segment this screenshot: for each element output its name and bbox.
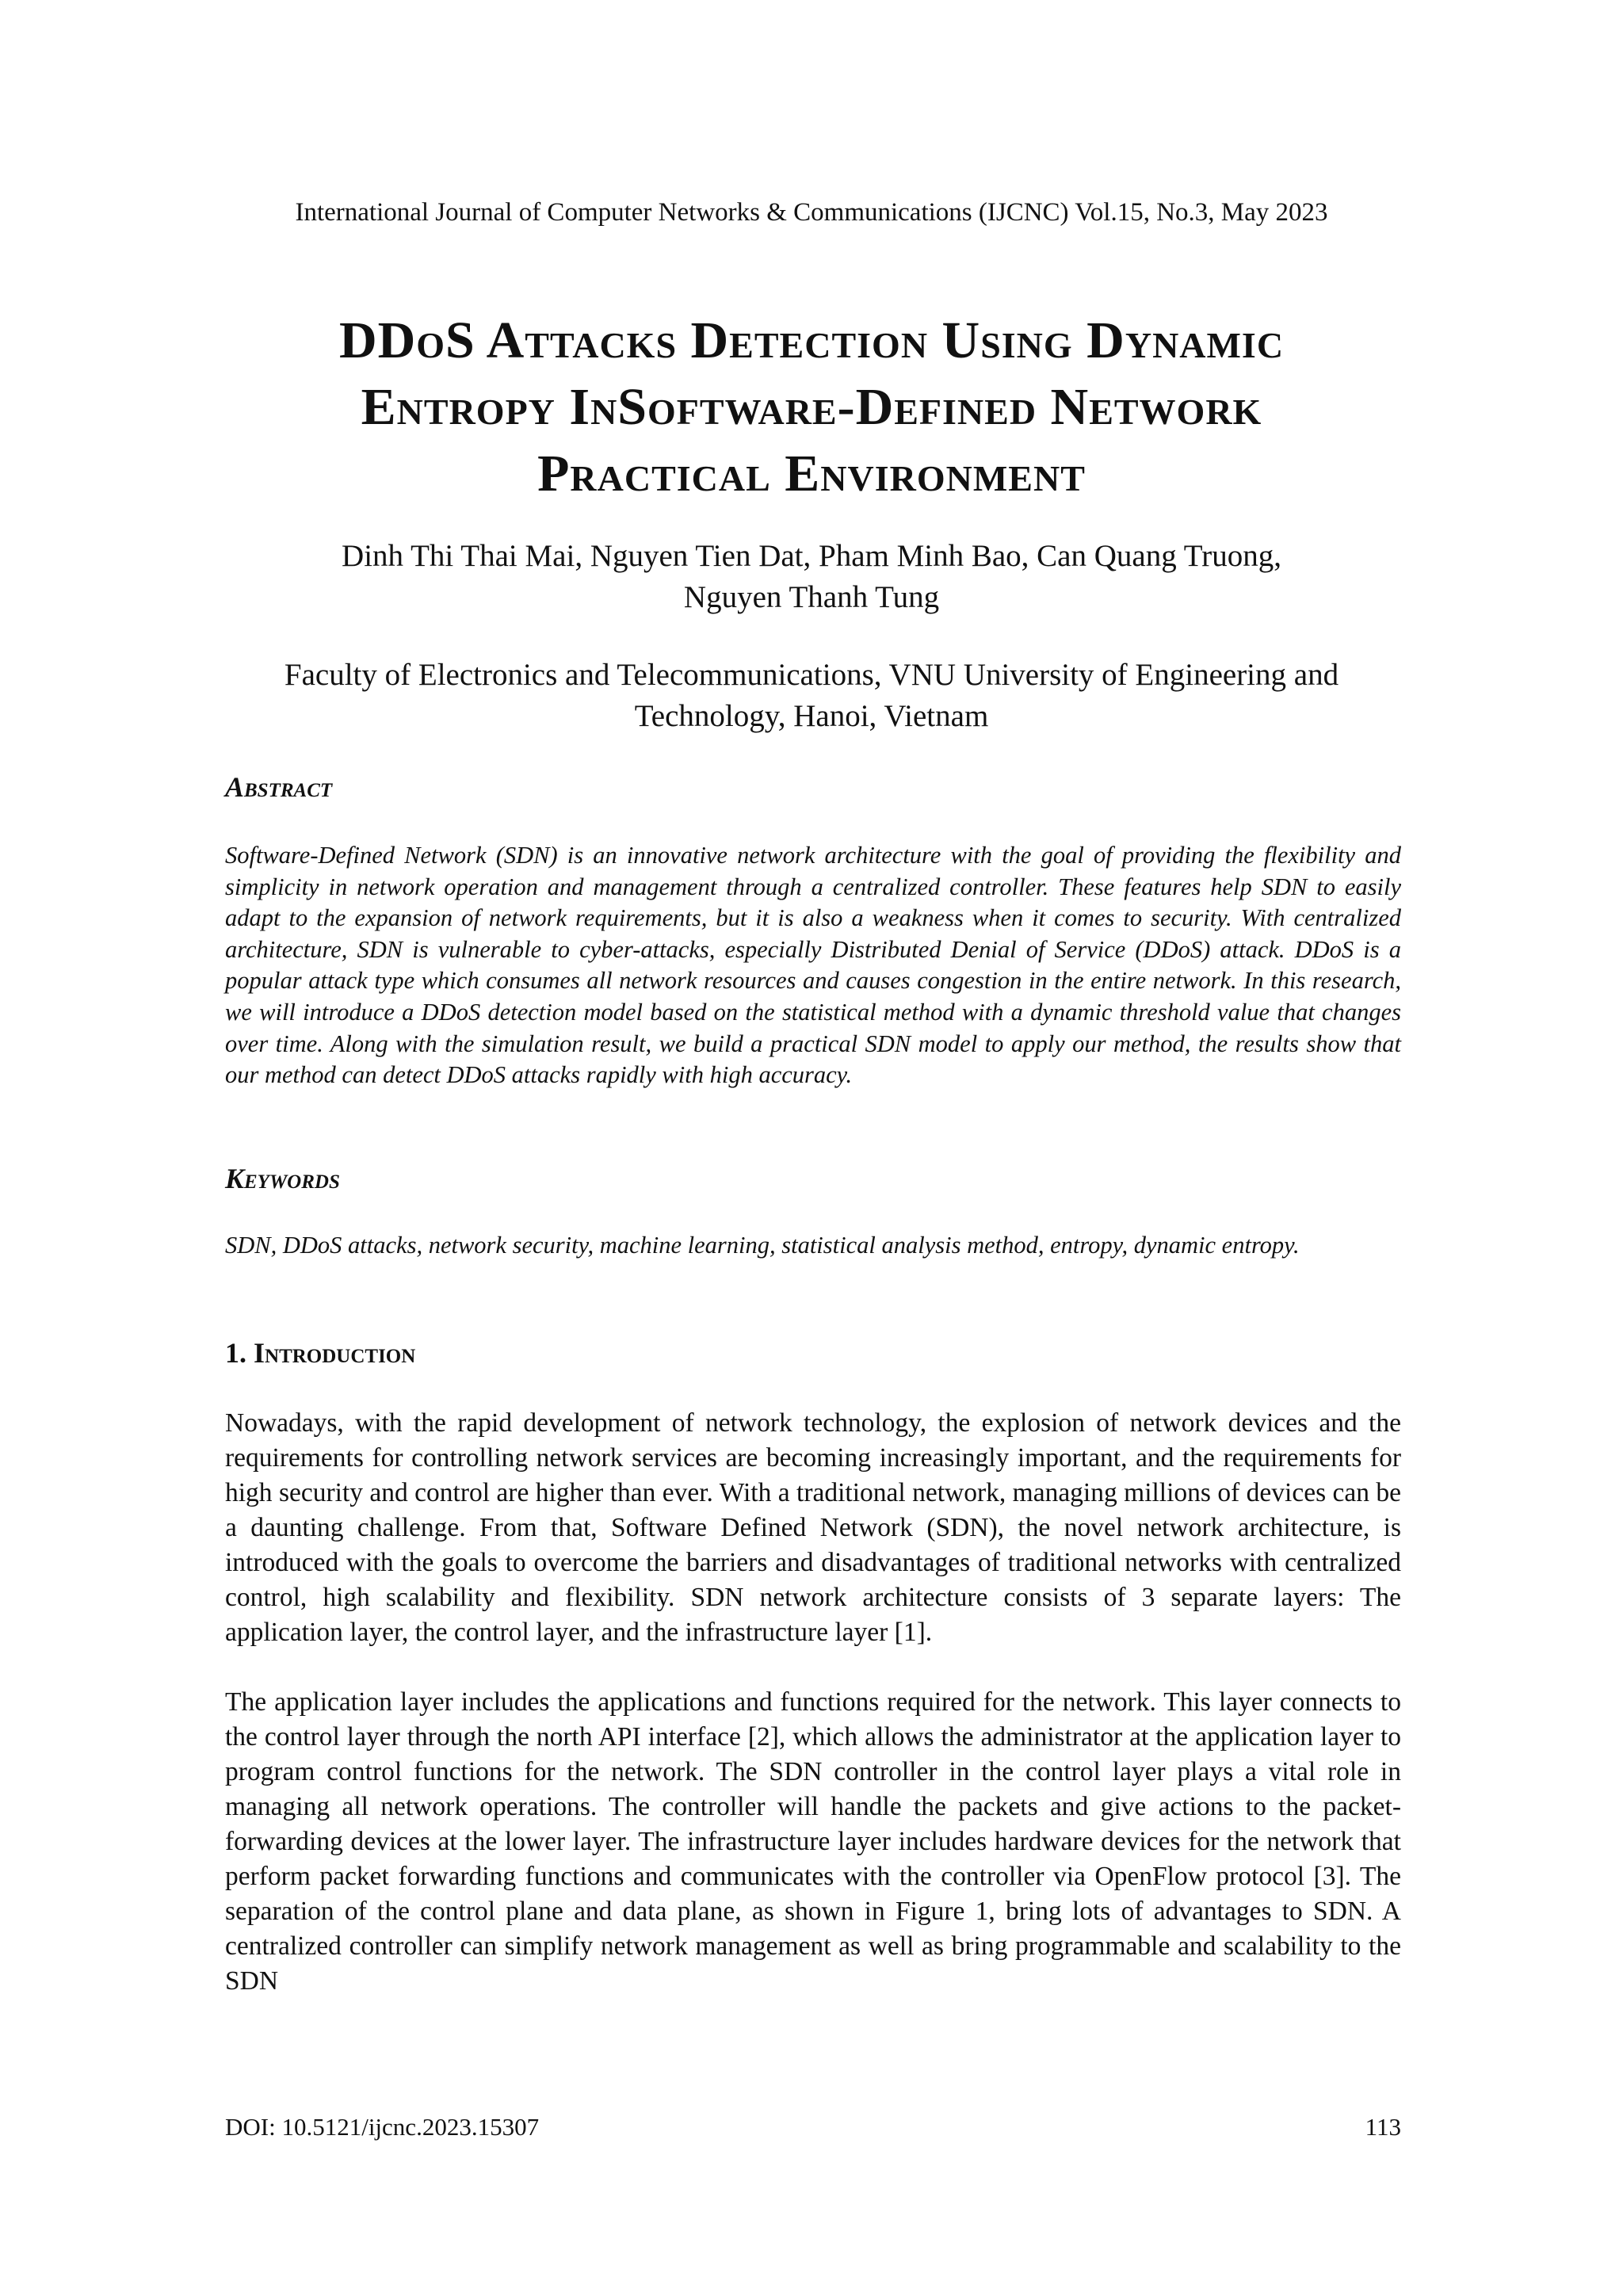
abstract-text: Software-Defined Network (SDN) is an innovative network architecture with the goal of providing the flexibility and simplicity in network operation and management through a centralized controller. These features help SDN to easily adapt to the expansion of network requirements, but it is also a weakness when it comes to security. With centralized architecture, SDN is vulnerable to cyber-attacks, especially Distributed Denial of Service (DDoS) attack. DDoS is a popular attack type which consumes all network resources and causes congestion in the entire network. In this research, we will introduce a DDoS detection model based on the statistical method with a dynamic threshold value that changes over time. Along with the simulation result, we build a practical SDN model to apply our method, the results show that our method can detect DDoS attacks rapidly with high accuracy. bbox=[225, 842, 1401, 1089]
running-head: International Journal of Computer Networks & Communications (IJCNC) Vol.15, No.3, May 2023 bbox=[295, 198, 1328, 227]
authors-line-1: Dinh Thi Thai Mai, Nguyen Tien Dat, Pham Minh Bao, Can Quang Truong, bbox=[342, 539, 1281, 573]
introduction-paragraph-1: Nowadays, with the rapid development of network technology, the explosion of network devices and the requirements for controlling network services are becoming increasingly important, and the requirements for high security and control are higher than ever. With a traditional network, managing millions of devices can be a daunting challenge. From that, Software Defined Network (SDN), the novel network architecture, is introduced with the goals to overcome the barriers and disadvantages of traditional networks with centralized control, high scalability and flexibility. SDN network architecture consists of 3 separate layers: The application layer, the control layer, and the infrastructure layer [1]. bbox=[225, 1408, 1401, 1647]
author-list bbox=[158, 536, 1465, 618]
paper-title bbox=[158, 308, 1465, 507]
introduction-paragraph-2: The application layer includes the applications and functions required for the network. This layer connects to the control layer through the north API interface [2], which allows the administrator at the application layer to program control functions for the network. The SDN controller in the control layer plays a vital role in managing all network operations. The controller will handle the packets and give actions to the packet- forwarding devices at the lower layer. The infrastructure layer includes hardware devices for the network that perform packet forwarding functions and communicates with the controller via OpenFlow protocol [3]. The separation of the control plane and data plane, as shown in Figure 1, bring lots of advantages to SDN. A centralized controller can simplify network management as well as bring programmable and scalability to the SDN bbox=[225, 1687, 1401, 1996]
authors-line-2: Nguyen Thanh Tung bbox=[683, 580, 940, 614]
doi-footer: DOI: 10.5121/ijcnc.2023.15307 bbox=[225, 2113, 540, 2141]
page-number: 113 bbox=[1365, 2113, 1401, 2141]
affiliation bbox=[158, 655, 1465, 737]
affiliation-line-2: Technology, Hanoi, Vietnam bbox=[634, 699, 989, 733]
title-line-2: Entropy InSoftware-Defined Network bbox=[361, 378, 1262, 436]
title-line-1: DDoS Attacks Detection Using Dynamic bbox=[338, 311, 1285, 369]
introduction-heading: 1. Introduction bbox=[225, 1337, 416, 1369]
title-line-3: Practical Environment bbox=[537, 445, 1086, 502]
abstract-heading: Abstract bbox=[225, 771, 333, 803]
keywords-heading: Keywords bbox=[225, 1163, 340, 1194]
keywords-text: SDN, DDoS attacks, network security, machine learning, statistical analysis method, entropy, dynamic entropy. bbox=[225, 1232, 1300, 1259]
affiliation-line-1: Faculty of Electronics and Telecommunications, VNU University of Engineering and bbox=[284, 658, 1339, 692]
